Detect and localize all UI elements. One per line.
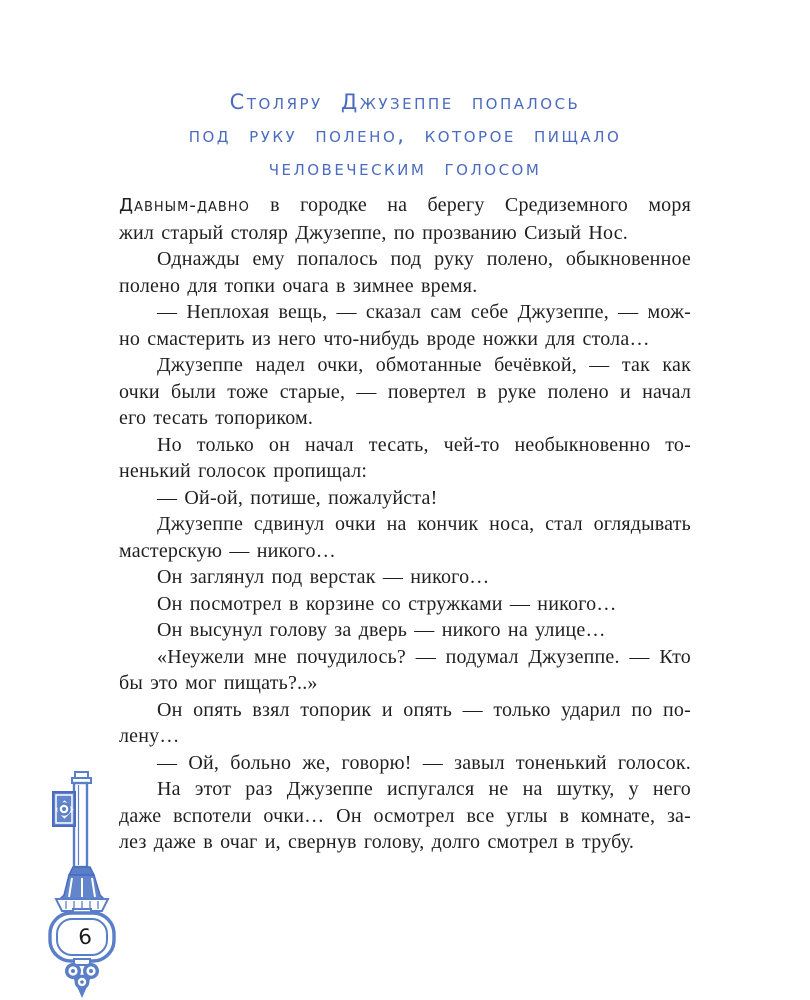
body-text bbox=[119, 192, 691, 856]
text-line: Но только он начал тесать, чей-то необыкновенно то- bbox=[157, 433, 691, 456]
text-line: Давным-давно в городке на берегу Средиземного моря bbox=[119, 194, 691, 216]
text-line: Он высунул голову за дверь — никого на улице… bbox=[157, 619, 606, 641]
text-line: бы это мог пищать?..» bbox=[119, 672, 318, 694]
text-line: ненький голосок пропищал: bbox=[119, 460, 368, 482]
text-line: Он заглянул под верстак — никого… bbox=[157, 566, 490, 588]
page-number: 6 bbox=[77, 924, 93, 950]
text-line: лену… bbox=[119, 725, 180, 747]
text-line: Он опять взял топорик и опять — только ударил по по- bbox=[157, 698, 691, 721]
text-line: На этот раз Джузеппе испугался не на шутку, у него bbox=[157, 778, 691, 800]
golden-key-icon bbox=[42, 771, 122, 999]
text-line: Джузеппе надел очки, обмотанные бечёвкой, — так как bbox=[157, 354, 691, 376]
text-line: — Неплохая вещь, — сказал сам себе Джузеппе, — мож- bbox=[157, 301, 691, 323]
text-line: Однажды ему попалось под руку полено, обыкновенное bbox=[157, 248, 691, 270]
text-line: его тесать топориком. bbox=[119, 407, 314, 429]
text-line: очки были тоже старые, — повертел в руке полено и начал bbox=[119, 380, 691, 403]
text-line: Он посмотрел в корзине со стружками — никого… bbox=[157, 592, 617, 615]
text-line: даже вспотели очки… Он осмотрел все углы в комнате, за- bbox=[119, 804, 691, 827]
text-line: «Неужели мне почудилось? — подумал Джузеппе. — Кто bbox=[157, 645, 691, 668]
leadin-small-caps: Давным-давно bbox=[119, 195, 250, 216]
text-line: Джузеппе сдвинул очки на кончик носа, стал оглядывать bbox=[157, 513, 691, 535]
text-line: полено для топки очага в зимнее время. bbox=[119, 274, 478, 297]
chapter-title-line: под руку полено, которое пищало bbox=[188, 123, 622, 147]
text-line: жил старый столяр Джузеппе, по прозванию Сизый Нос. bbox=[119, 221, 628, 244]
chapter-title-line: человеческим голосом bbox=[268, 156, 542, 180]
text-line: — Ой-ой, потише, пожалуйста! bbox=[157, 486, 438, 509]
text-line: — Ой, больно же, говорю! — завыл тоненький голосок. bbox=[157, 751, 691, 774]
text-line: но смастерить из него что-нибудь вроде ножки для стола… bbox=[119, 327, 650, 350]
text-line: лез даже в очаг и, свернув голову, долго смотрел в трубу. bbox=[119, 831, 635, 853]
text-line: мастерскую — никого… bbox=[119, 539, 336, 562]
chapter-title-line: Столяру Джузеппе попалось bbox=[229, 90, 581, 114]
chapter-title bbox=[119, 86, 691, 185]
